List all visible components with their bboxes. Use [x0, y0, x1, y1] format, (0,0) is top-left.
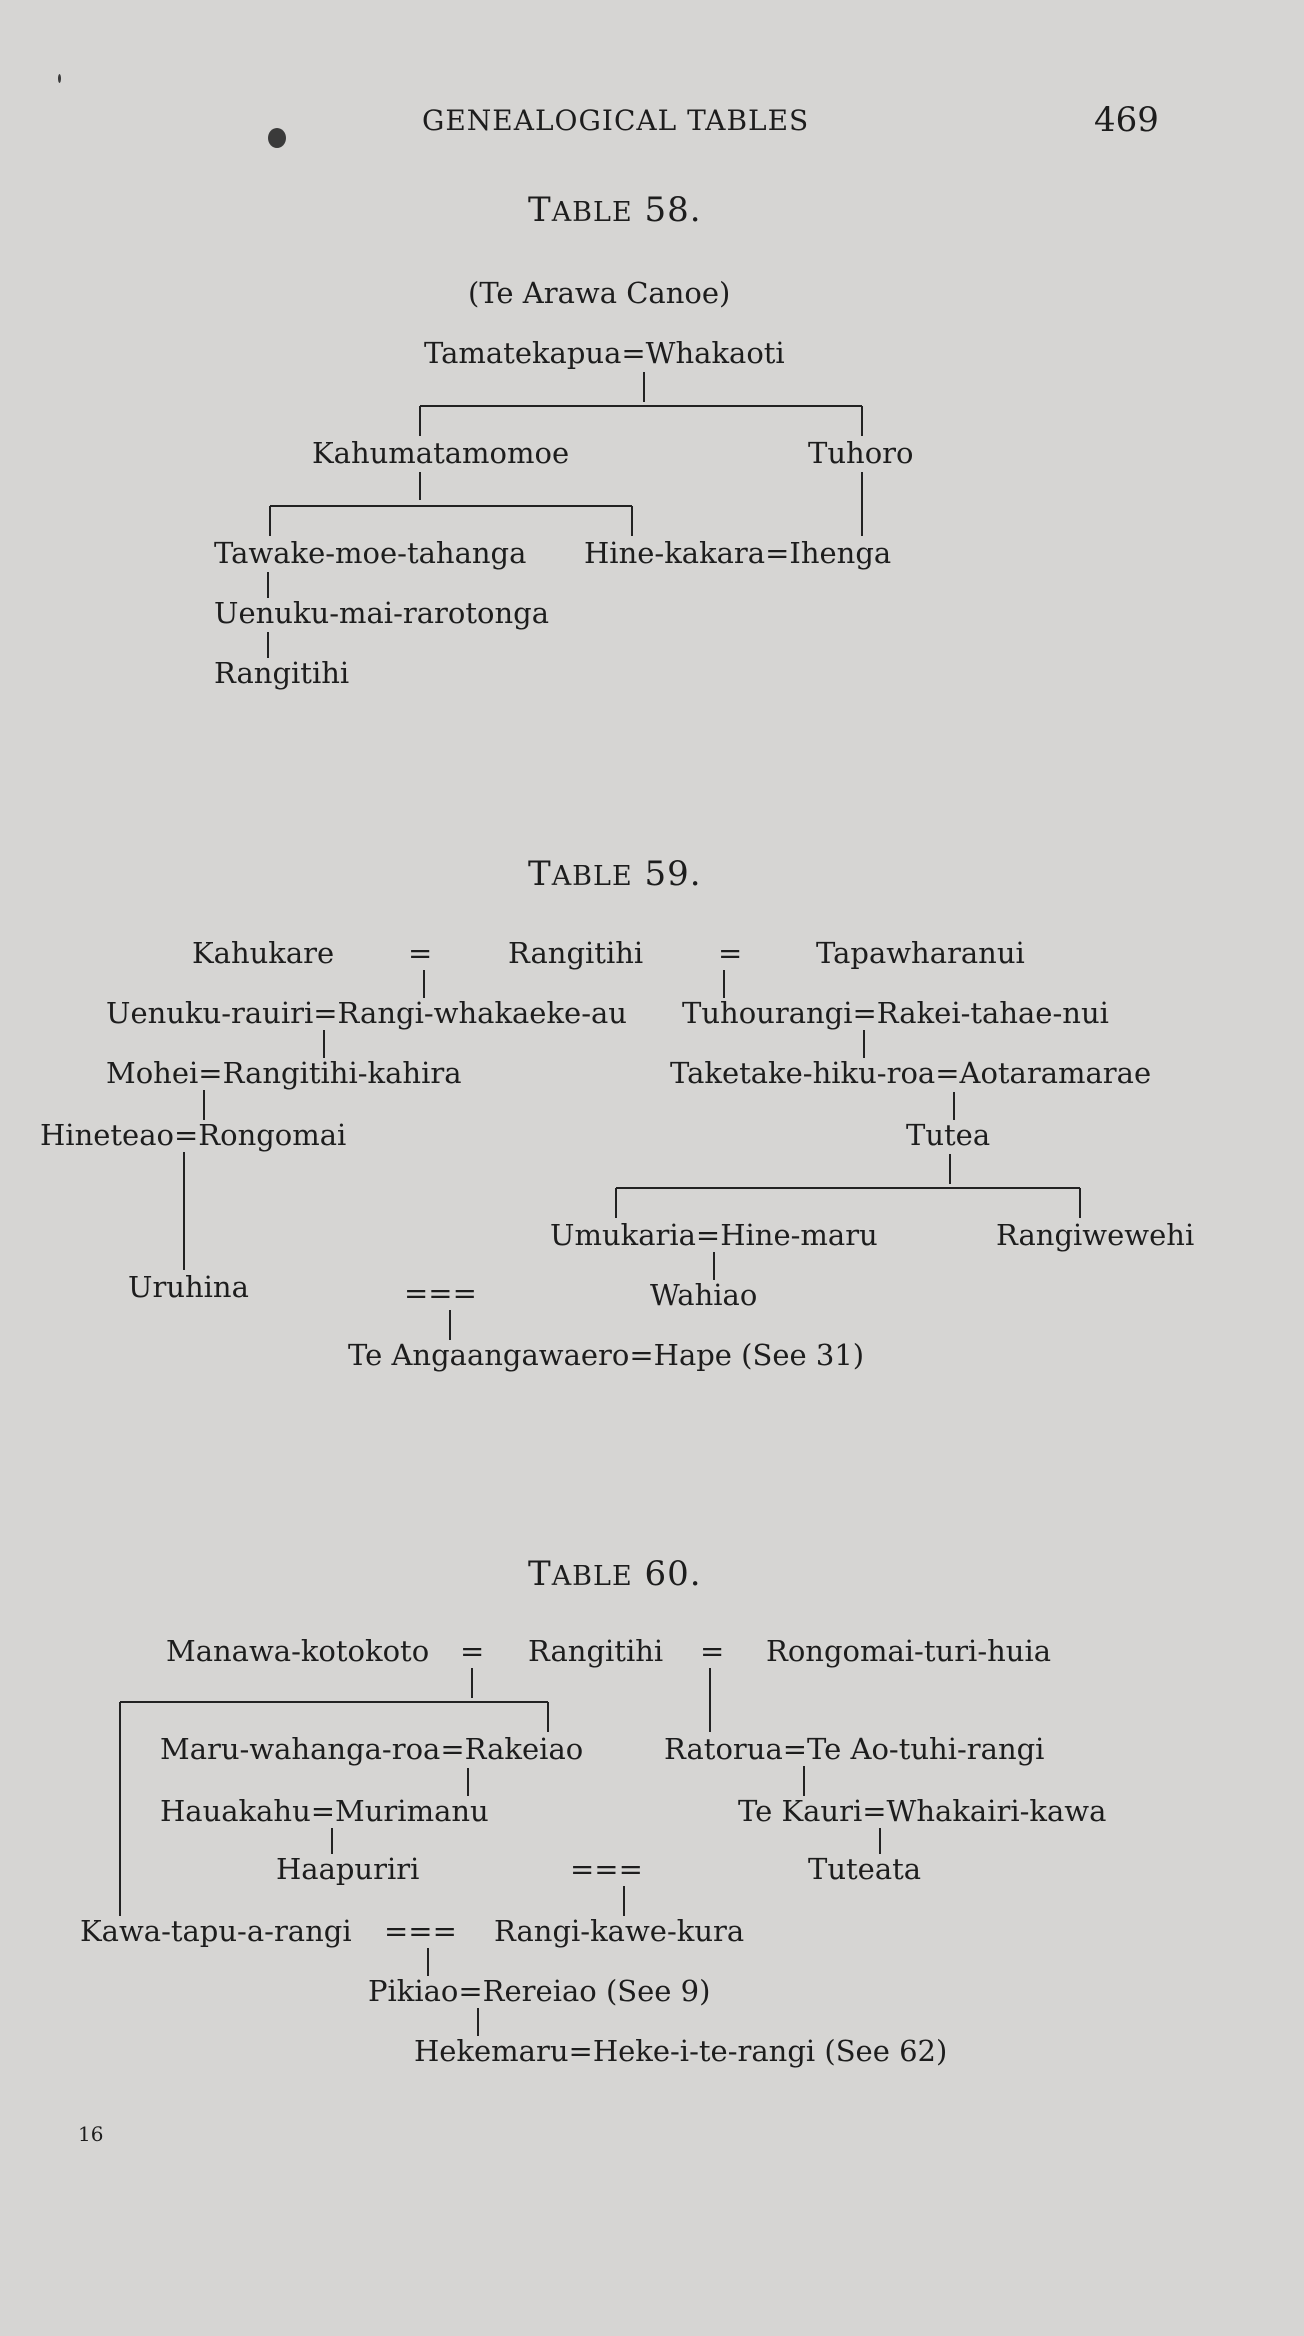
t60-hekemaru: Hekemaru=Heke-i-te-rangi (See 62)	[414, 2034, 948, 2068]
t58-tawake: Tawake-moe-tahanga	[214, 536, 527, 570]
table-58-subtitle: (Te Arawa Canoe)	[468, 276, 731, 310]
t59-taketake: Taketake-hiku-roa=Aotaramarae	[670, 1056, 1152, 1090]
t60-rangitihi: Rangitihi	[528, 1634, 664, 1668]
t59-equals-2: =	[718, 936, 743, 970]
t59-rangiwewehi: Rangiwewehi	[996, 1218, 1195, 1252]
table-59-title-initial: T	[528, 854, 552, 894]
t59-te-angaangawaero: Te Angaangawaero=Hape (See 31)	[348, 1338, 865, 1372]
t60-rangi-kawe: Rangi-kawe-kura	[494, 1914, 745, 1948]
t58-kahumatamomoe: Kahumatamomoe	[312, 436, 570, 470]
t59-uenuku-rauiri: Uenuku-rauiri=Rangi-whakaeke-au	[106, 996, 627, 1030]
running-header-title: GENEALOGICAL TABLES	[422, 104, 810, 137]
table-60-title-word: ABLE	[551, 1561, 633, 1592]
t58-uenuku: Uenuku-mai-rarotonga	[214, 596, 549, 630]
t60-kawa-tapu: Kawa-tapu-a-rangi	[80, 1914, 352, 1948]
t59-umukaria: Umukaria=Hine-maru	[550, 1218, 878, 1252]
t60-haapuriri: Haapuriri	[276, 1852, 420, 1886]
t60-triple-equals: ===	[570, 1852, 643, 1886]
table-59-title-word: ABLE	[551, 861, 633, 892]
t59-hineteao: Hineteao=Rongomai	[40, 1118, 347, 1152]
t58-hine-kakara: Hine-kakara=Ihenga	[584, 536, 892, 570]
t59-kahukare: Kahukare	[192, 936, 335, 970]
t60-pikiao: Pikiao=Rereiao (See 9)	[368, 1974, 711, 2008]
table-59-title-number: 59.	[644, 854, 702, 894]
t58-rangitihi: Rangitihi	[214, 656, 350, 690]
t60-tuteata: Tuteata	[808, 1852, 922, 1886]
signature-mark: 16	[78, 2122, 104, 2146]
t59-triple-equals: ===	[404, 1276, 477, 1310]
t59-tapawharanui: Tapawharanui	[816, 936, 1025, 970]
t60-equals-2: =	[700, 1634, 725, 1668]
t60-hauakahu: Hauakahu=Murimanu	[160, 1794, 489, 1828]
t59-equals-1: =	[408, 936, 433, 970]
t60-rongomai-turi: Rongomai-turi-huia	[766, 1634, 1052, 1668]
table-60-title-initial: T	[528, 1554, 552, 1594]
t58-tuhoro: Tuhoro	[808, 436, 914, 470]
t60-ratorua: Ratorua=Te Ao-tuhi-rangi	[664, 1732, 1045, 1766]
t59-tutea: Tutea	[906, 1118, 991, 1152]
t59-rangitihi: Rangitihi	[508, 936, 644, 970]
t60-manawa: Manawa-kotokoto	[166, 1634, 430, 1668]
table-60-title-number: 60.	[644, 1554, 702, 1594]
t59-uruhina: Uruhina	[128, 1270, 249, 1304]
t59-tuhourangi: Tuhourangi=Rakei-tahae-nui	[682, 996, 1109, 1030]
page-number: 469	[1094, 100, 1159, 140]
t60-te-kauri: Te Kauri=Whakairi-kawa	[738, 1794, 1107, 1828]
table-58-title-word: ABLE	[551, 197, 633, 228]
t58-tamatekapua: Tamatekapua=Whakaoti	[424, 336, 785, 370]
table-58-title-number: 58.	[644, 190, 702, 230]
t59-wahiao: Wahiao	[650, 1278, 758, 1312]
table-58-title-initial: T	[528, 190, 552, 230]
t60-equals-1: =	[460, 1634, 485, 1668]
t60-triple-equals-2: ===	[384, 1914, 457, 1948]
t60-maru-wahanga: Maru-wahanga-roa=Rakeiao	[160, 1732, 584, 1766]
t59-mohei: Mohei=Rangitihi-kahira	[106, 1056, 462, 1090]
